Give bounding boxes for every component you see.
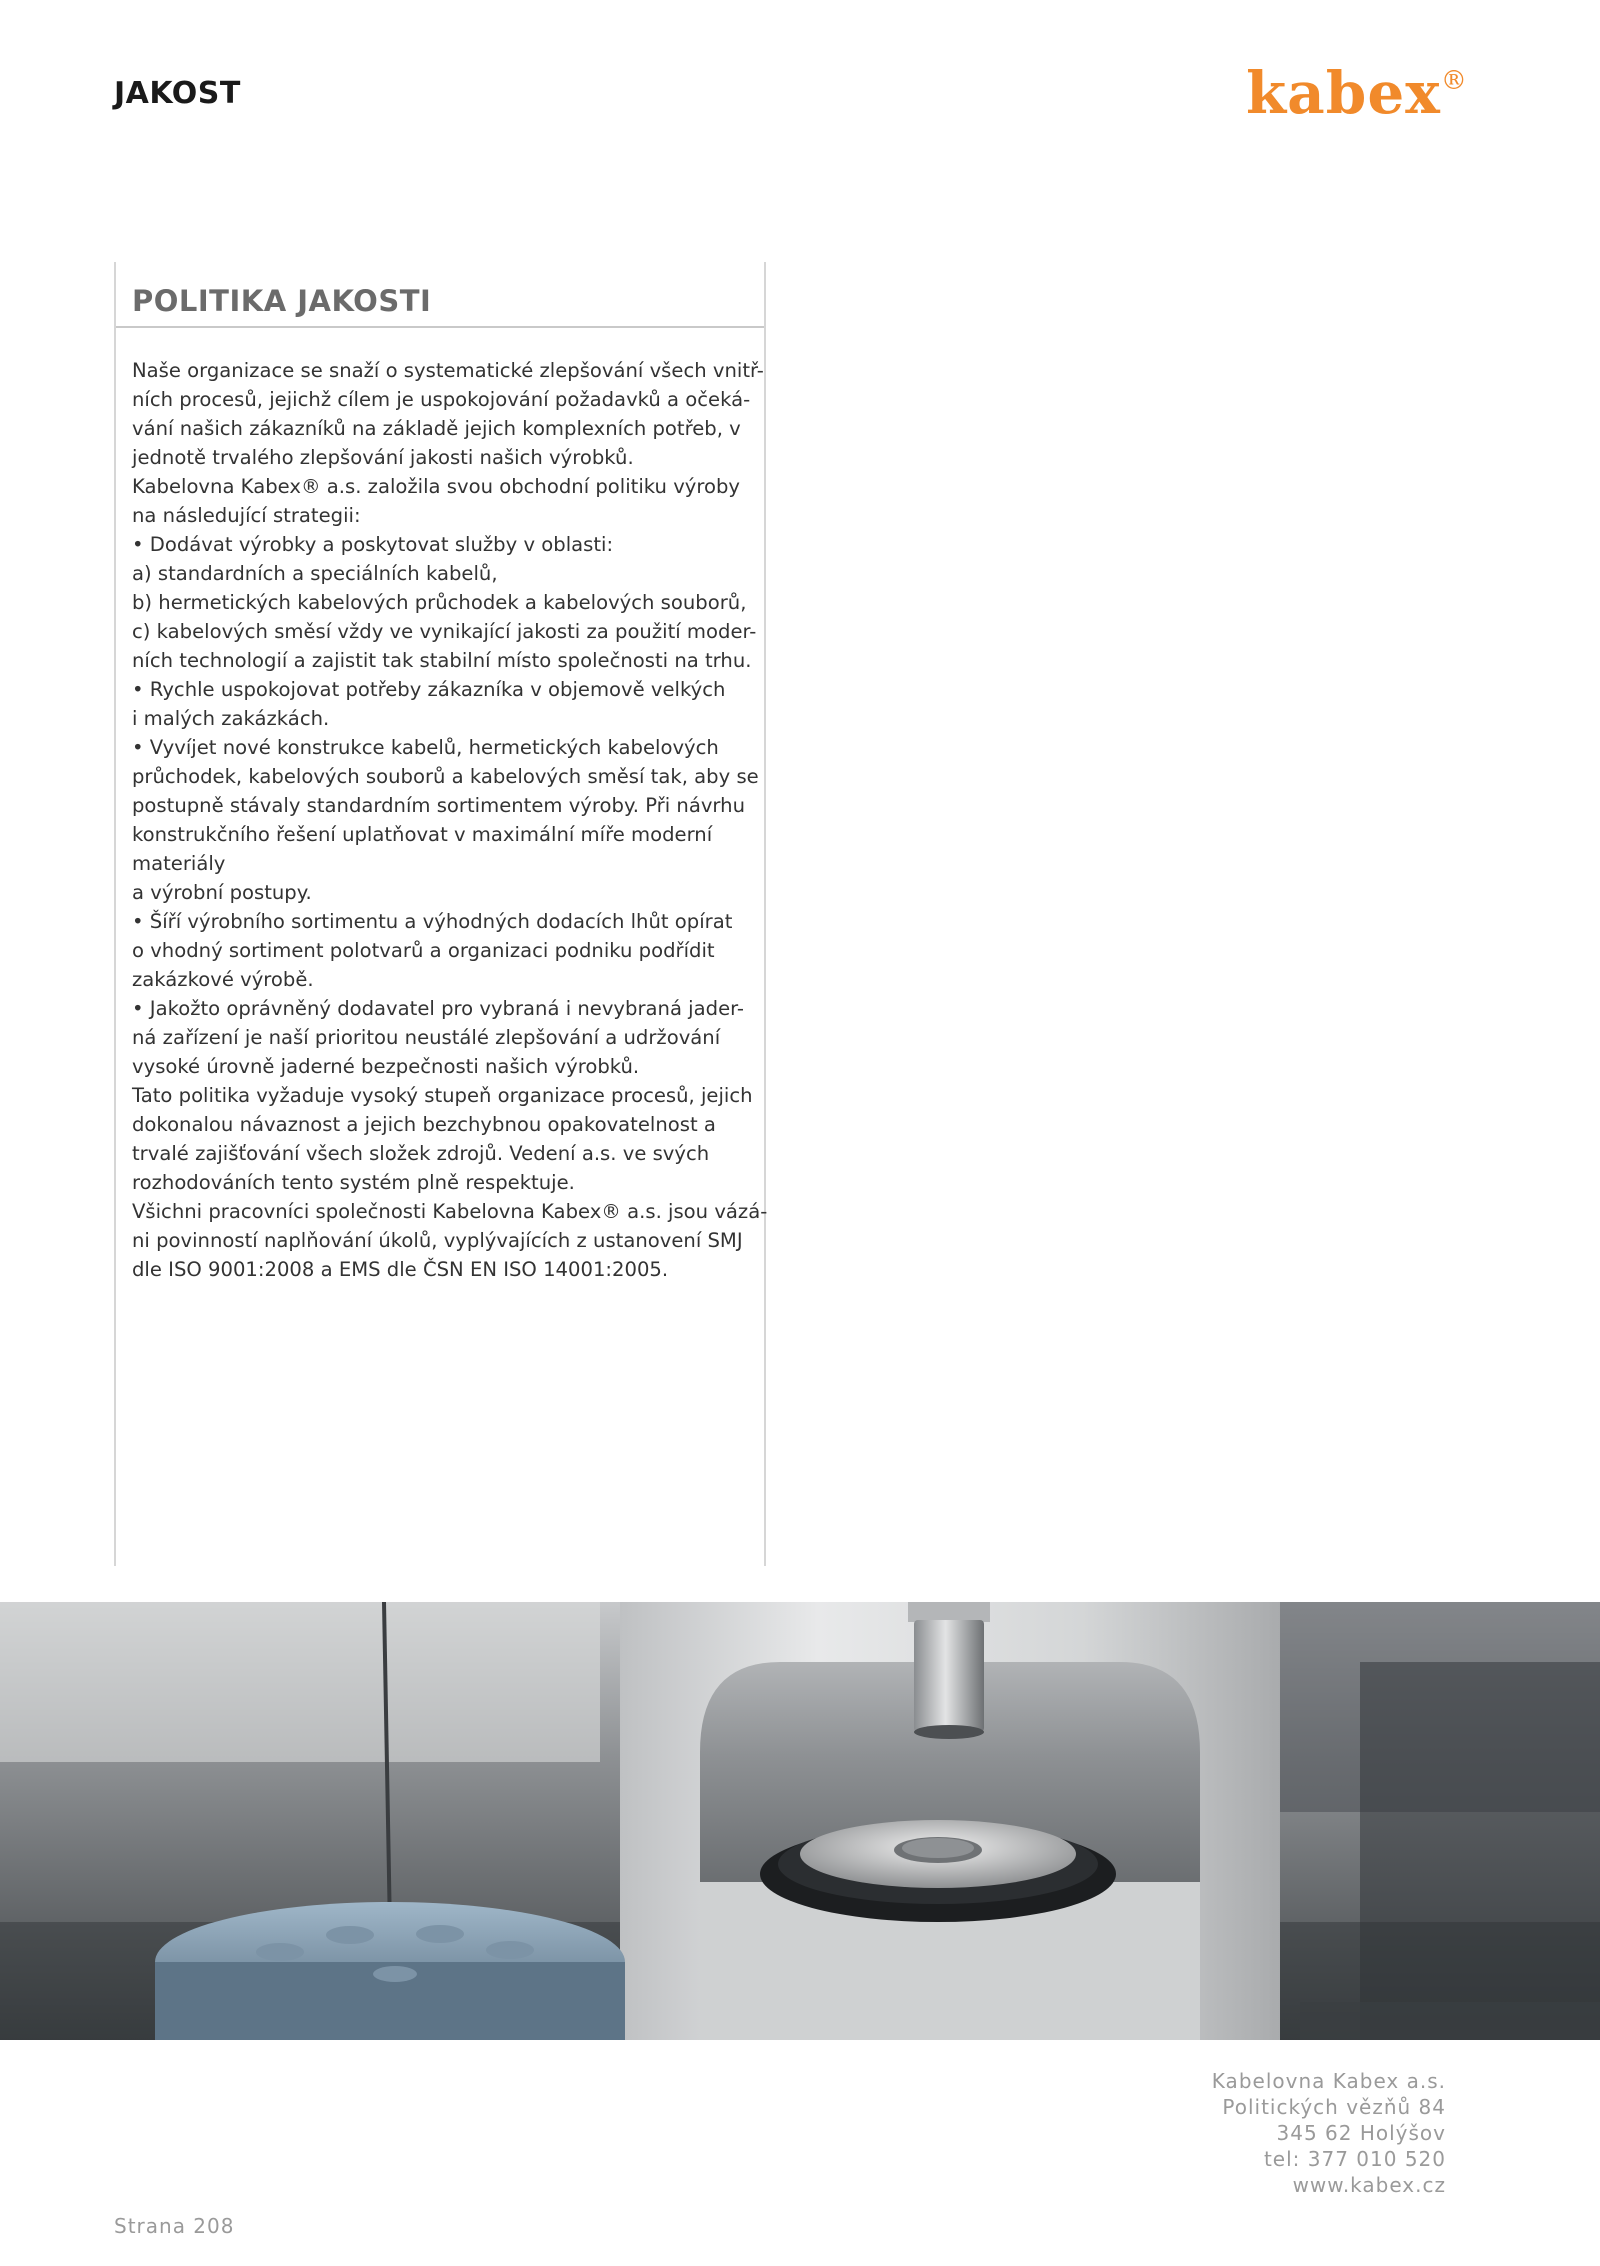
policy-line: a) standardních a speciálních kabelů, bbox=[132, 562, 498, 585]
policy-line: postupně stávaly standardním sortimentem výroby. Při návrhu bbox=[132, 794, 745, 817]
policy-line: na následující strategii: bbox=[132, 504, 361, 527]
policy-line: Naše organizace se snaží o systematické zlepšování všech vnitř- bbox=[132, 359, 764, 382]
policy-text bbox=[132, 356, 768, 1284]
policy-line: dle ISO 9001:2008 a EMS dle ČSN EN ISO 14001:2005. bbox=[132, 1258, 669, 1281]
logo-text: kabex bbox=[1246, 59, 1441, 127]
policy-line: • Vyvíjet nové konstrukce kabelů, hermetických kabelových bbox=[132, 736, 719, 759]
product-photo bbox=[0, 1602, 1600, 2040]
policy-line: • Dodávat výrobky a poskytovat služby v oblasti: bbox=[132, 533, 614, 556]
policy-line: i malých zakázkách. bbox=[132, 707, 330, 730]
policy-line: ních technologií a zajistit tak stabilní místo společnosti na trhu. bbox=[132, 649, 752, 672]
policy-line: konstrukčního řešení uplatňovat v maximální míře moderní bbox=[132, 823, 713, 846]
policy-line: b) hermetických kabelových průchodek a kabelových souborů, bbox=[132, 591, 747, 614]
heading-divider bbox=[116, 326, 764, 328]
policy-line: • Rychle uspokojovat potřeby zákazníka v objemově velkých bbox=[132, 678, 726, 701]
policy-line: ních procesů, jejichž cílem je uspokojování požadavků a očeká- bbox=[132, 388, 751, 411]
policy-line: Všichni pracovníci společnosti Kabelovna Kabex® a.s. jsou vázá- bbox=[132, 1200, 768, 1223]
policy-line: průchodek, kabelových souborů a kabelových směsí tak, aby se bbox=[132, 765, 759, 788]
policy-line: ná zařízení je naší prioritou neustálé zlepšování a udržování bbox=[132, 1026, 721, 1049]
policy-line: zakázkové výrobě. bbox=[132, 968, 314, 991]
address-line: www.kabex.cz bbox=[1292, 2173, 1446, 2197]
company-address bbox=[1140, 2068, 1446, 2198]
kabex-logo bbox=[1246, 59, 1468, 127]
policy-line: dokonalou návaznost a jejich bezchybnou opakovatelnost a bbox=[132, 1113, 716, 1136]
policy-line: • Šíří výrobního sortimentu a výhodných dodacích lhůt opírat bbox=[132, 910, 733, 933]
policy-line: vání našich zákazníků na základě jejich komplexních potřeb, v bbox=[132, 417, 741, 440]
page-number: Strana 208 bbox=[114, 2214, 235, 2238]
section-title: JAKOST bbox=[114, 76, 241, 111]
address-line: 345 62 Holýšov bbox=[1276, 2121, 1446, 2145]
panel-heading: POLITIKA JAKOSTI bbox=[132, 284, 432, 318]
address-line: Kabelovna Kabex a.s. bbox=[1211, 2069, 1446, 2093]
policy-line: trvalé zajišťování všech složek zdrojů. Vedení a.s. ve svých bbox=[132, 1142, 710, 1165]
policy-line: rozhodováních tento systém plně respektuje. bbox=[132, 1171, 575, 1194]
policy-line: vysoké úrovně jaderné bezpečnosti našich výrobků. bbox=[132, 1055, 640, 1078]
policy-line: a výrobní postupy. bbox=[132, 881, 312, 904]
policy-line: jednotě trvalého zlepšování jakosti našich výrobků. bbox=[132, 446, 634, 469]
policy-line: c) kabelových směsí vždy ve vynikající jakosti za použití moder- bbox=[132, 620, 757, 643]
policy-line: materiály bbox=[132, 852, 226, 875]
address-line: tel: 377 010 520 bbox=[1263, 2147, 1446, 2171]
test-fixture-illustration bbox=[0, 1602, 1600, 2040]
policy-line: Tato politika vyžaduje vysoký stupeň organizace procesů, jejich bbox=[132, 1084, 753, 1107]
policy-line: • Jakožto oprávněný dodavatel pro vybraná i nevybraná jader- bbox=[132, 997, 744, 1020]
address-line: Politických vězňů 84 bbox=[1222, 2095, 1446, 2119]
quality-policy-panel bbox=[114, 262, 766, 1566]
registered-mark: ® bbox=[1440, 66, 1468, 96]
policy-line: Kabelovna Kabex® a.s. založila svou obchodní politiku výroby bbox=[132, 475, 741, 498]
policy-line: ni povinností naplňování úkolů, vyplývajících z ustanovení SMJ bbox=[132, 1229, 743, 1252]
policy-line: o vhodný sortiment polotvarů a organizaci podniku podřídit bbox=[132, 939, 715, 962]
